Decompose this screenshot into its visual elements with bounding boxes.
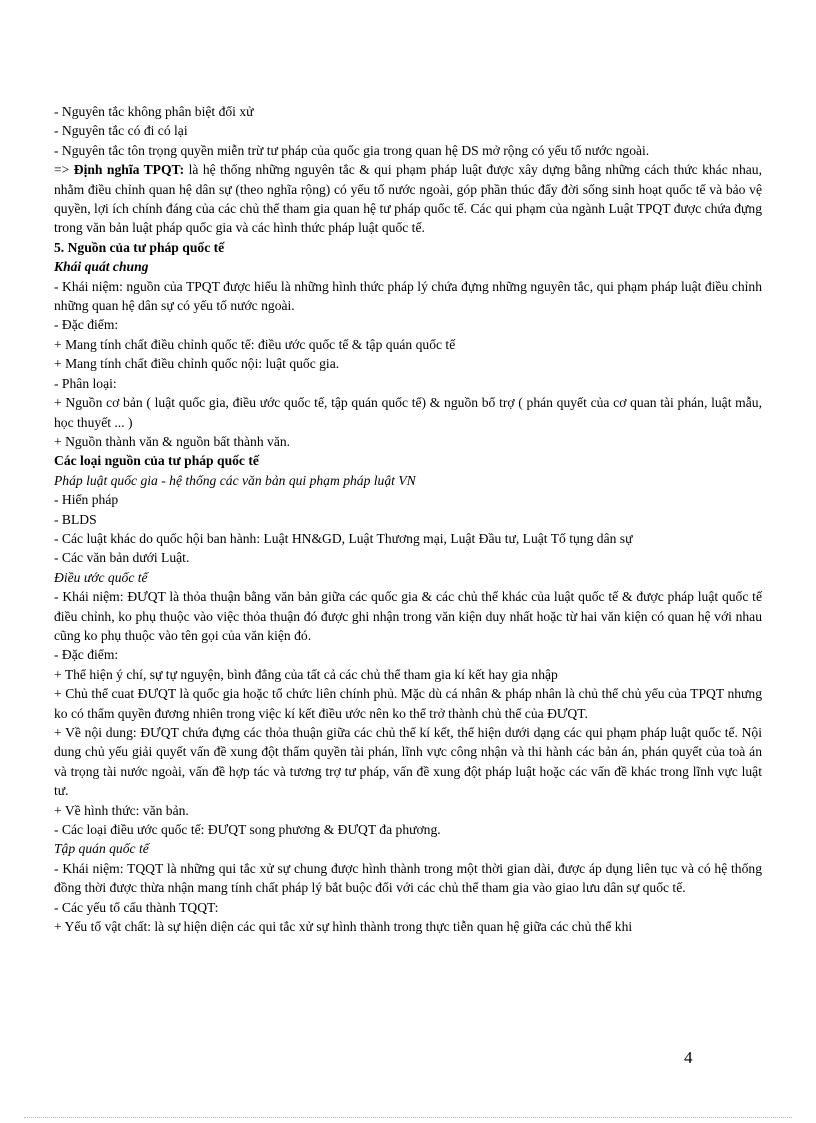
text-line: + Mang tính chất điều chỉnh quốc tế: điều ước quốc tế & tập quán quốc tế (54, 336, 456, 352)
section-heading: 5. Nguồn của tư pháp quốc tế (54, 239, 225, 255)
text-line: - Khái niệm: nguồn của TPQT được hiểu là những hình thức pháp lý chứa đựng những nguyên tắc, qui phạm pháp luật điều chỉnh những quan hệ dân sự có yếu tố nước ngoài. (54, 278, 762, 314)
subsection-heading: Khái quát chung (54, 259, 149, 275)
text-line: - Các loại điều ước quốc tế: ĐƯQT song phương & ĐƯQT đa phương. (54, 822, 441, 838)
text-line: + Chủ thể cuat ĐƯQT là quốc gia hoặc tổ chức liên chính phủ. Mặc dù cá nhân & pháp nhân là chủ thể chủ yếu của TPQT nhưng ko có thẩm quyền đương nhiên trong việc kí kết điều ước nên ko thể trở thành chủ thể của ĐƯQT. (54, 686, 762, 721)
text-line: - Hiến pháp (54, 492, 119, 508)
definition-text: là hệ thống những nguyên tắc & qui phạm pháp luật được xây dựng bằng những cách thức khác nhau, nhằm điều chỉnh quan hệ dân sự (theo nghĩa rộng) có yếu tố nước ngoài, góp phần thúc đẩy đời sống sinh hoạt quốc tế và bảo vệ quyền, lợi ích chính đáng của các chủ thể tham gia quan hệ tư pháp quốc tế. Các qui phạm của ngành Luật TPQT được chứa đựng trong văn bản luật pháp quốc gia và các hình thức pháp luật quốc tế. (54, 162, 762, 236)
text-line: + Mang tính chất điều chỉnh quốc nội: luật quốc gia. (54, 356, 340, 372)
text-line: - Đặc điểm: (54, 647, 119, 663)
definition-arrow: => (54, 162, 74, 178)
text-line: - Nguyên tắc tôn trọng quyền miễn trừ tư pháp của quốc gia trong quan hệ DS mở rộng có yếu tố nước ngoài. (54, 142, 650, 158)
text-line: + Nguồn thành văn & nguồn bất thành văn. (54, 433, 291, 449)
text-line: - Khái niệm: TQQT là những qui tắc xử sự chung được hình thành trong một thời gian dài, được áp dụng liên tục và có hệ thống đồng thời được thừa nhận mang tính chất pháp lý bắt buộc đối với các chủ thể tham gia vào giao lưu dân sự quốc tế. (54, 860, 762, 896)
text-line: - Phân loại: (54, 375, 117, 391)
document-body (54, 102, 762, 936)
text-line: - Các văn bản dưới Luật. (54, 550, 190, 566)
text-line: - Các luật khác do quốc hội ban hành: Luật HN&GD, Luật Thương mại, Luật Đầu tư, Luật Tố tụng dân sự (54, 530, 633, 546)
text-line: + Yếu tố vật chất: là sự hiện diện các qui tắc xử sự hình thành trong thực tiễn quan hệ giữa các chủ thể khi (54, 919, 633, 935)
text-line: - Đặc điểm: (54, 317, 119, 333)
text-line: + Thể hiện ý chí, sự tự nguyện, bình đẳng của tất cả các chủ thể tham gia kí kết hay gia nhập (54, 666, 558, 682)
definition-term: Định nghĩa TPQT: (73, 162, 185, 178)
text-line: - Khái niệm: ĐƯQT là thỏa thuận bằng văn bản giữa các quốc gia & các chủ thể khác của luật quốc tế & được pháp luật quốc tế điều chỉnh, ko phụ thuộc vào việc thỏa thuận đó được ghi nhận trong văn kiện duy nhất hoặc từ hai văn kiện có quan hệ với nhau cũng ko phụ thuộc vào tên gọi của văn kiện đó. (54, 589, 762, 643)
page-bottom-divider (24, 1117, 792, 1118)
subsection-heading: Pháp luật quốc gia - hệ thống các văn bản qui phạm pháp luật VN (54, 472, 416, 488)
text-line: + Nguồn cơ bản ( luật quốc gia, điều ước quốc tế, tập quán quốc tế) & nguồn bổ trợ ( phán quyết của cơ quan tài phán, luật mẫu, học thuyết ... ) (54, 395, 762, 430)
text-line: - Nguyên tắc không phân biệt đối xử (54, 104, 254, 119)
text-line: - Các yếu tố cấu thành TQQT: (54, 899, 219, 915)
text-line: + Về nội dung: ĐƯQT chứa đựng các thỏa thuận giữa các chủ thể kí kết, thể hiện dưới dạng các qui phạm pháp luật quốc tế. Nội dung chủ yếu giải quyết vấn đề xung đột thẩm quyền tài phán, lĩnh vực công nhận và thi hành các bản án, phán quyết của toà án và trọng tài nước ngoài, vấn đề hợp tác và tương trợ tư pháp, vấn đề xung đột pháp luật hoặc các vấn đề khác trong lĩnh vực luật tư. (54, 725, 762, 799)
text-line: - BLDS (54, 511, 97, 527)
definition-paragraph (54, 160, 762, 238)
text-line: + Về hình thức: văn bản. (54, 802, 189, 818)
section-heading: Các loại nguồn của tư pháp quốc tế (54, 453, 259, 469)
subsection-heading: Điều ước quốc tế (54, 569, 148, 585)
text-line: - Nguyên tắc có đi có lại (54, 123, 188, 139)
subsection-heading: Tập quán quốc tế (54, 841, 149, 857)
page-number: 4 (684, 1048, 693, 1067)
